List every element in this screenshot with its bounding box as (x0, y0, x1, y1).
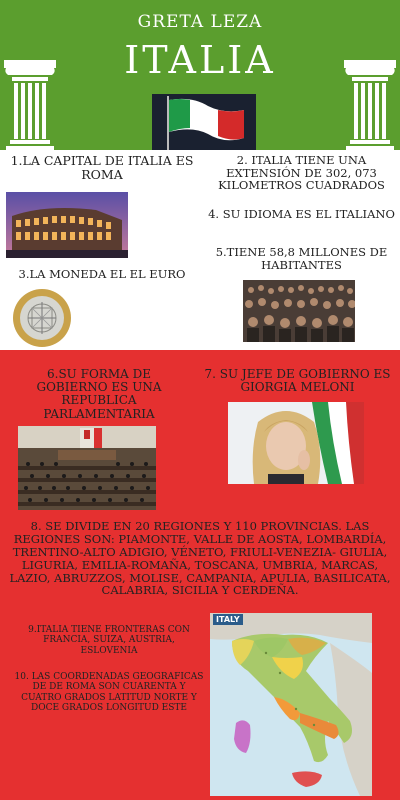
coin-icon (12, 288, 72, 348)
pillar-icon (2, 60, 58, 152)
italian-flag-image (152, 94, 256, 150)
map-label: ITALY (213, 614, 243, 625)
fact-coordinates: 10. LAS COORDENADAS GEOGRAFICAS DE DE ROMA SON CUARENTA Y CUATRO GRADOS LATITUD NORTE Y DOCE GRADOS LONGITUD ESTE (14, 672, 204, 714)
flag-icon (152, 94, 256, 150)
fact-capital: 1.LA CAPITAL DE ITALIA ES ROMA (10, 153, 194, 182)
italy-map-image (210, 613, 372, 796)
fact-currency: 3.LA MONEDA EL EL EURO (18, 267, 186, 281)
fact-head-of-government: 7. SU JEFE DE GOBIERNO ES GIORGIA MELONI (204, 367, 391, 395)
fact-language: 4. SU IDIOMA ES EL ITALIANO (208, 207, 395, 221)
fact-extension: 2. ITALIA TIENE UNA EXTENSIÓN DE 302, 073 KILOMETROS CUADRADOS (218, 153, 385, 193)
fact-borders: 9.ITALIA TIENE FRONTERAS CON FRANCIA, SUIZA, AUSTRIA, ESLOVENIA (28, 625, 190, 656)
fact-government: 6.SU FORMA DE GOBIERNO ES UNA REPUBLICA PARLAMENTARIA (36, 367, 162, 421)
page-title: ITALIA (124, 38, 276, 82)
pillar-icon (342, 60, 398, 152)
author-name: GRETA LEZA (137, 12, 263, 32)
colosseum-image (6, 192, 128, 258)
fact-regions: 8. SE DIVIDE EN 20 REGIONES Y 110 PROVINCIAS. LAS REGIONES SON: PIAMONTE, VALLE DE AOSTA, LOMBARDÍA, TRENTINO-ALTO ADIGIO, VÉNETO, FRIULI-VENEZIA- GIULIA, LIGURIA, EMILIA-ROMAÑA, TOSCANA, UMBRIA, MARCAS, LAZIO, ABRUZZOS, MOLISE, CAMPANIA, APULIA, BASILICATA, CALABRIA, SICILIA Y CERDEÑA. (9, 519, 391, 598)
fact-population: 5.TIENE 58,8 MILLONES DE HABITANTES (215, 245, 388, 272)
crowd-image (243, 280, 355, 342)
parliament-image (18, 426, 156, 510)
giorgia-meloni-image (228, 402, 364, 484)
euro-coin-image (12, 288, 72, 348)
